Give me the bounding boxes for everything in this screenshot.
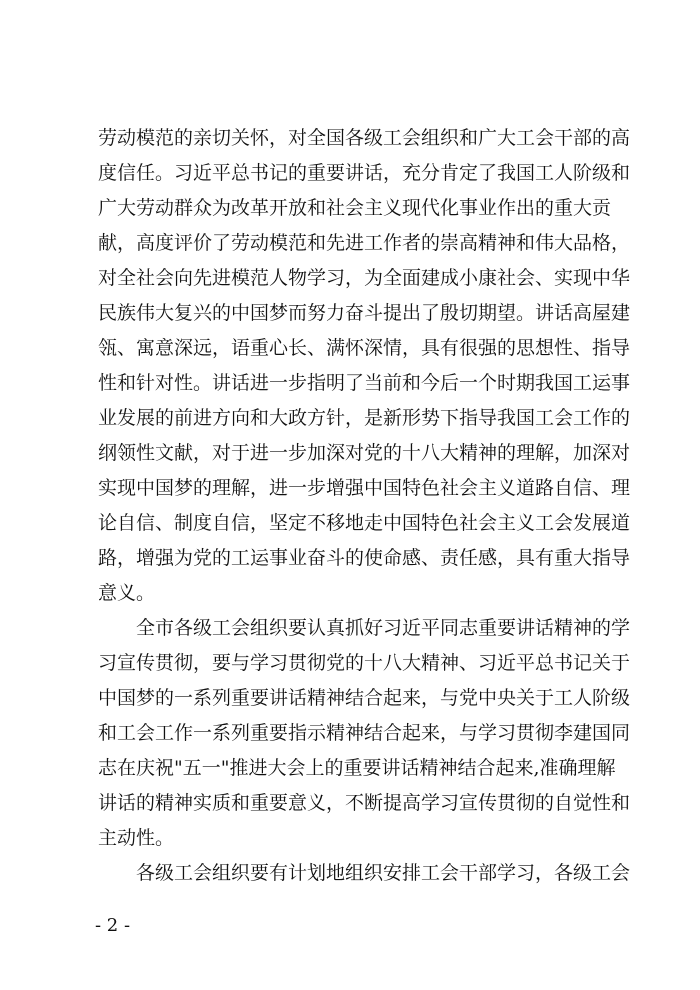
text-line: 瓴、寓意深远，语重心长、满怀深情，具有很强的思想性、指导 <box>98 337 631 359</box>
text-line: 性和针对性。讲话进一步指明了当前和今后一个时期我国工运事 <box>98 372 631 394</box>
text-line: 业发展的前进方向和大政方针，是新形势下指导我国工会工作的 <box>98 407 631 429</box>
text-line: 意义。 <box>98 582 156 604</box>
text-line: 习宣传贯彻，要与学习贯彻党的十八大精神、习近平总书记关于 <box>98 652 631 674</box>
text-line: 讲话的精神实质和重要意义，不断提高学习宣传贯彻的自觉性和 <box>98 792 631 814</box>
text-line: 实现中国梦的理解，进一步增强中国特色社会主义道路自信、理 <box>98 477 631 499</box>
paragraph-1 <box>98 121 631 611</box>
text-line: 和工会工作一系列重要指示精神结合起来，与学习贯彻李建国同 <box>98 722 631 744</box>
text-line: 纲领性文献，对于进一步加深对党的十八大精神的理解，加深对 <box>98 442 631 464</box>
text-line: 广大劳动群众为改革开放和社会主义现代化事业作出的重大贡 <box>98 197 612 219</box>
text-line: 论自信、制度自信，坚定不移地走中国特色社会主义工会发展道 <box>98 512 631 534</box>
paragraph-2 <box>98 611 631 856</box>
text-line: 各级工会组织要有计划地组织安排工会干部学习，各级工会 <box>136 862 631 884</box>
text-line: 献，高度评价了劳动模范和先进工作者的崇高精神和伟大品格， <box>98 232 631 254</box>
text-line: 志在庆祝"五一"推进大会上的重要讲话精神结合起来,准确理解 <box>98 757 616 779</box>
paragraph-3 <box>98 856 631 891</box>
body-text <box>98 121 631 891</box>
text-line: 民族伟大复兴的中国梦而努力奋斗提出了殷切期望。讲话高屋建 <box>98 302 631 324</box>
text-line: 对全社会向先进模范人物学习，为全面建成小康社会、实现中华 <box>98 267 631 289</box>
text-line: 劳动模范的亲切关怀，对全国各级工会组织和广大工会干部的高 <box>98 127 631 149</box>
text-line: 全市各级工会组织要认真抓好习近平同志重要讲话精神的学 <box>136 617 631 639</box>
text-line: 路，增强为党的工运事业奋斗的使命感、责任感，具有重大指导 <box>98 547 631 569</box>
text-line: 主动性。 <box>98 827 175 849</box>
page-number: - 2 - <box>95 915 131 936</box>
text-line: 度信任。习近平总书记的重要讲话，充分肯定了我国工人阶级和 <box>98 162 631 184</box>
text-line: 中国梦的一系列重要讲话精神结合起来，与党中央关于工人阶级 <box>98 687 631 709</box>
